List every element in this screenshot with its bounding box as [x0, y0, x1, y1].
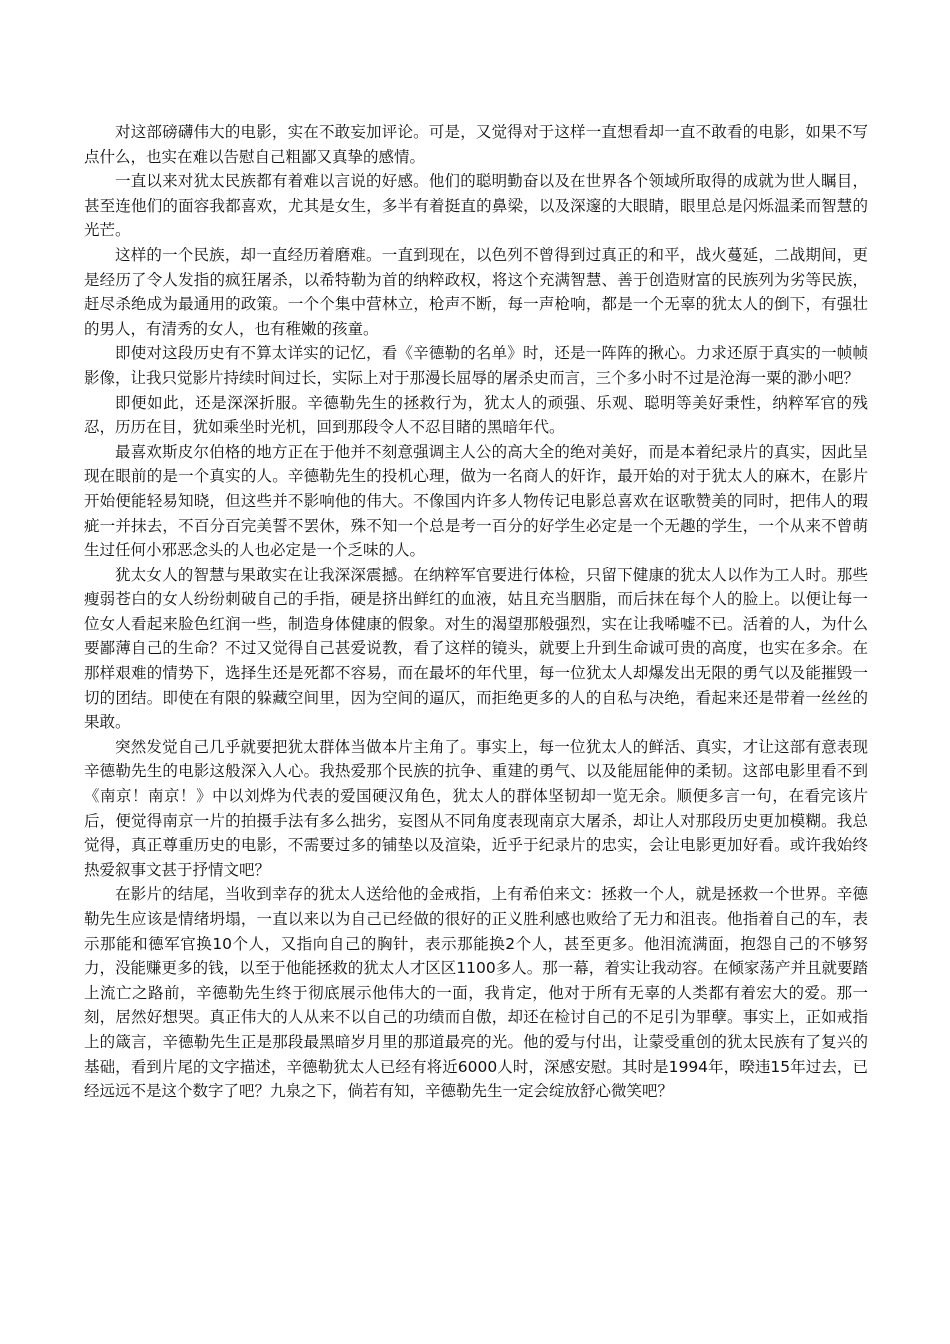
paragraph-3: 这样的一个民族，却一直经历着磨难。一直到现在，以色列不曾得到过真正的和平，战火蔓延，二战期间，更是经历了令人发指的疯狂屠杀，以希特勒为首的纳粹政权，将这个充满智慧、善于创造财富的民族列为劣等民族，赶尽杀绝成为最通用的政策。一个个集中营林立，枪声不断，每一声枪响，都是一个无辜的犹太人的倒下，有强壮的男人，有清秀的女人，也有稚嫩的孩童。 — [84, 245, 868, 338]
paragraph-6: 最喜欢斯皮尔伯格的地方正在于他并不刻意强调主人公的高大全的绝对美好，而是本着纪录片的真实，因此呈现在眼前的是一个真实的人。辛德勒先生的投机心理，做为一名商人的奸诈，最开始的对于犹太人的麻木，在影片开始便能轻易知晓，但这些并不影响他的伟大。不像国内许多人物传记电影总喜欢在讴歌赞美的同时，把伟人的瑕疵一并抹去，不百分百完美誓不罢休，殊不知一个总是考一百分的好学生必定是一个无趣的学生，一个从来不曾萌生过任何小邪恶念头的人也必定是一个乏味的人。 — [84, 442, 868, 560]
article-body — [84, 120, 868, 1104]
paragraph-4: 即使对这段历史有不算太详实的记忆，看《辛德勒的名单》时，还是一阵阵的揪心。力求还原于真实的一帧帧影像，让我只觉影片持续时间过长，实际上对于那漫长屈辱的屠杀史而言，三个多小时不过是沧海一粟的渺小吧？ — [84, 344, 868, 387]
paragraph-9: 在影片的结尾，当收到幸存的犹太人送给他的金戒指，上有希伯来文：拯救一个人，就是拯救一个世界。辛德勒先生应该是情绪坍塌，一直以来以为自己已经做的很好的正义胜利感也败给了无力和沮丧。他指着自己的车，表示那能和德军官换10个人，又指向自己的胸针，表示那能换2个人，甚至更多。他泪流满面，抱怨自己的不够努力，没能赚更多的钱，以至于他能拯救的犹太人才区区1100多人。那一幕，着实让我动容。在倾家荡产并且就要踏上流亡之路前，辛德勒先生终于彻底展示他伟大的一面，我肯定，他对于所有无辜的人类都有着宏大的爱。那一刻，居然好想哭。真正伟大的人从来不以自己的功绩而自傲，却还在检讨自己的不足引为罪孽。事实上，正如戒指上的箴言，辛德勒先生正是那段最黑暗岁月里的那道最亮的光。他的爱与付出，让蒙受重创的犹太民族有了复兴的基础，看到片尾的文字描述，辛德勒犹太人已经有将近6000人时，深感安慰。其时是1994年，暌违15年过去，已经远远不是这个数字了吧？九泉之下，倘若有知，辛德勒先生一定会绽放舒心微笑吧？ — [84, 885, 868, 1101]
paragraph-5: 即便如此，还是深深折服。辛德勒先生的拯救行为，犹太人的顽强、乐观、聪明等美好秉性，纳粹军官的残忍，历历在目，犹如乘坐时光机，回到那段令人不忍目睹的黑暗年代。 — [84, 393, 868, 437]
paragraph-2: 一直以来对犹太民族都有着难以言说的好感。他们的聪明勤奋以及在世界各个领域所取得的成就为世人瞩目，甚至连他们的面容我都喜欢，尤其是女生，多半有着挺直的鼻梁，以及深邃的大眼睛，眼里总是闪烁温柔而智慧的光芒。 — [84, 172, 868, 240]
paragraph-1: 对这部磅礴伟大的电影，实在不敢妄加评论。可是，又觉得对于这样一直想看却一直不敢看的电影，如果不写点什么，也实在难以告慰自己粗鄙又真挚的感情。 — [84, 123, 868, 166]
paragraph-7: 犹太女人的智慧与果敢实在让我深深震撼。在纳粹军官要进行体检，只留下健康的犹太人以作为工人时。那些瘦弱苍白的女人纷纷刺破自己的手指，硬是挤出鲜红的血液，姑且充当胭脂，而后抹在每个人的脸上。以便让每一位女人看起来脸色红润一些，制造身体健康的假象。对生的渴望那般强烈，实在让我唏嘘不已。活着的人，为什么要鄙薄自己的生命？不过又觉得自己甚爱说教，看了这样的镜头，就要上升到生命诚可贵的高度，也实在多余。在那样艰难的情势下，选择生还是死都不容易，而在最坏的年代里，每一位犹太人却爆发出无限的勇气以及能摧毁一切的团结。即使在有限的躲藏空间里，因为空间的逼仄，而拒绝更多的人的自私与决绝，看起来还是带着一丝丝的果敢。 — [84, 565, 868, 732]
paragraph-8: 突然发觉自己几乎就要把犹太群体当做本片主角了。事实上，每一位犹太人的鲜活、真实，才让这部有意表现辛德勒先生的电影这般深入人心。我热爱那个民族的抗争、重建的勇气、以及能屈能伸的柔韧。这部电影里看不到《南京！南京！》中以刘烨为代表的爱国硬汉角色，犹太人的群体坚韧却一览无余。顺便多言一句，在看完该片后，便觉得南京一片的拍摄手法有多么拙劣，妄图从不同角度表现南京大屠杀，却让人对那段历史更加模糊。我总觉得，真正尊重历史的电影，不需要过多的铺垫以及渲染，近乎于纪录片的忠实，会让电影更加好看。或许我始终热爱叙事文甚于抒情文吧？ — [84, 737, 868, 879]
